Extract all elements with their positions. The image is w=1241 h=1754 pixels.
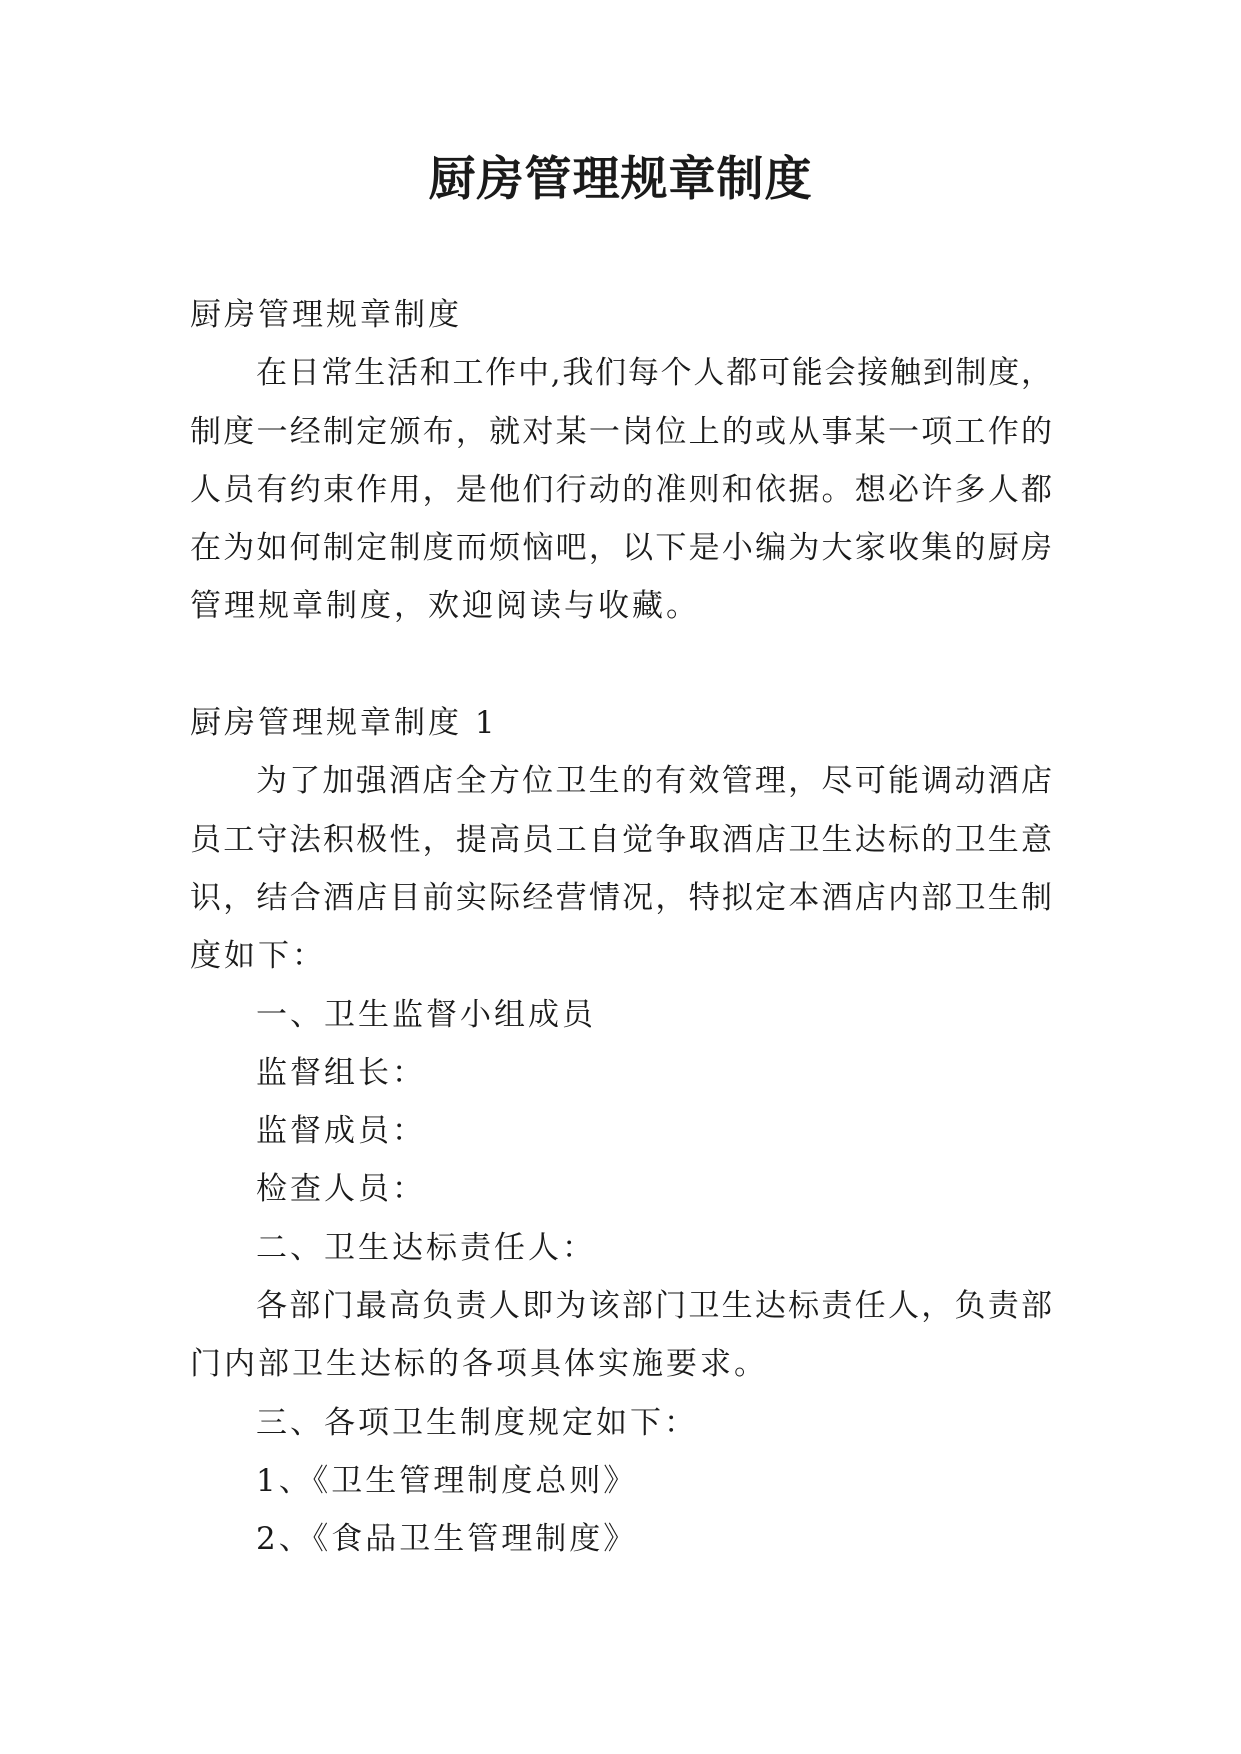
list-item: 二、卫生达标责任人：	[256, 1229, 596, 1266]
paragraph-line: 门内部卫生达标的各项具体实施要求。	[190, 1346, 768, 1383]
paragraph-line: 在日常生活和工作中,我们每个人都可能会接触到制度，	[256, 355, 1052, 392]
document-title: 厨房管理规章制度	[428, 152, 813, 207]
paragraph-line: 管理规章制度，欢迎阅读与收藏。	[190, 588, 700, 625]
paragraph-line: 在为如何制定制度而烦恼吧，以下是小编为大家收集的厨房	[190, 530, 1052, 567]
paragraph-line: 人员有约束作用，是他们行动的准则和依据。想必许多人都	[190, 471, 1052, 508]
list-item: 三、各项卫生制度规定如下：	[256, 1404, 698, 1441]
list-item: 1、《卫生管理制度总则》	[256, 1462, 638, 1499]
list-item: 检查人员：	[256, 1171, 426, 1208]
paragraph-line: 制度一经制定颁布，就对某一岗位上的或从事某一项工作的	[190, 413, 1052, 450]
paragraph-line: 员工守法积极性，提高员工自觉争取酒店卫生达标的卫生意	[190, 821, 1052, 858]
paragraph-line: 识，结合酒店目前实际经营情况，特拟定本酒店内部卫生制	[190, 879, 1052, 916]
list-item: 一、卫生监督小组成员	[256, 996, 596, 1033]
list-item: 监督成员：	[256, 1113, 426, 1150]
list-item: 2、《食品卫生管理制度》	[256, 1521, 638, 1558]
paragraph-line: 度如下：	[190, 938, 326, 975]
list-item: 监督组长：	[256, 1054, 426, 1091]
section-heading: 厨房管理规章制度	[190, 297, 462, 333]
blank-line	[190, 636, 1052, 694]
section-heading: 厨房管理规章制度 1	[190, 705, 498, 742]
paragraph-line: 各部门最高负责人即为该部门卫生达标责任人，负责部	[256, 1288, 1052, 1325]
document-body	[190, 286, 1052, 1569]
paragraph-line: 为了加强酒店全方位卫生的有效管理，尽可能调动酒店	[256, 763, 1052, 800]
